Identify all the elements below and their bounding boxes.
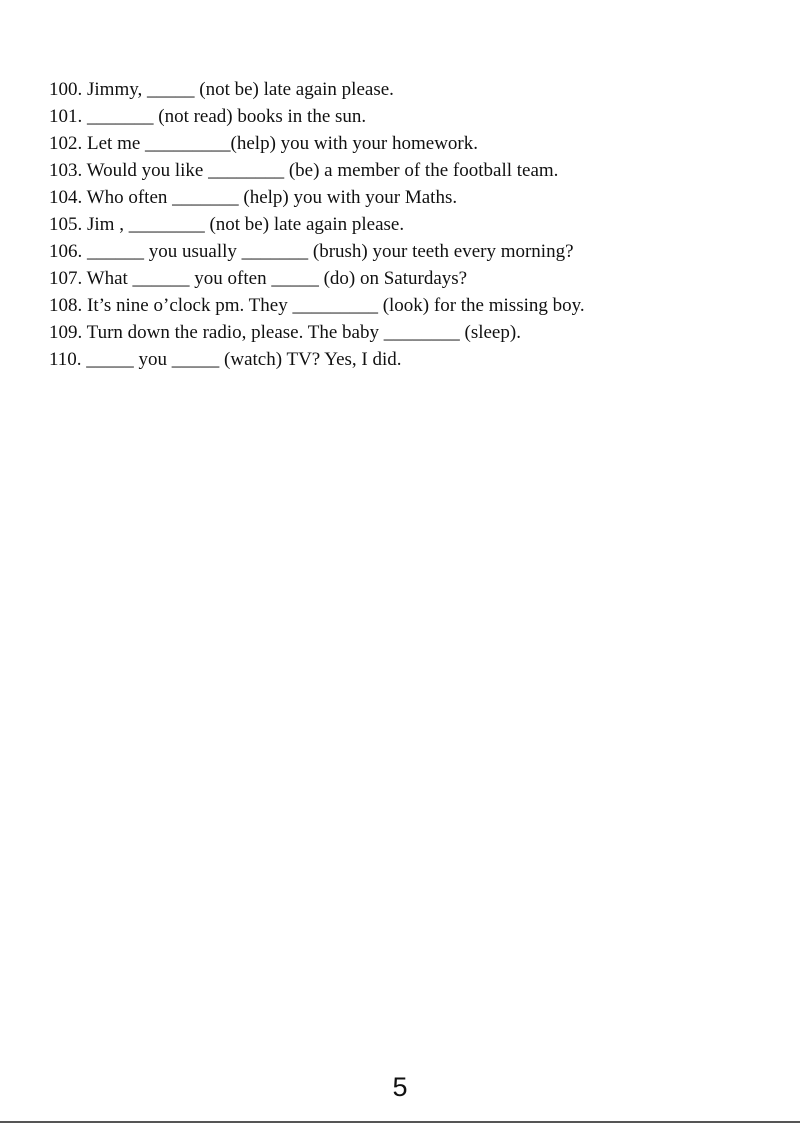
exercise-item-106: 106. ______ you usually _______ (brush) your teeth every morning? <box>49 241 574 262</box>
page-number: 5 <box>392 1072 408 1102</box>
exercise-item-107: 107. What ______ you often _____ (do) on Saturdays? <box>49 268 468 289</box>
exercise-item-100: 100. Jimmy, _____ (not be) late again please. <box>49 79 394 100</box>
exercise-item-101: 101. _______ (not read) books in the sun. <box>49 106 367 127</box>
exercise-item-110: 110. _____ you _____ (watch) TV? Yes, I did. <box>49 349 402 370</box>
exercise-item-102: 102. Let me _________(help) you with your homework. <box>49 133 479 154</box>
exercise-item-104: 104. Who often _______ (help) you with your Maths. <box>49 187 458 208</box>
exercise-item-103: 103. Would you like ________ (be) a member of the football team. <box>49 160 559 181</box>
exercise-list <box>49 76 585 373</box>
exercise-item-108: 108. It’s nine o’clock pm. They _________ (look) for the missing boy. <box>49 295 585 316</box>
bottom-divider <box>0 1121 800 1123</box>
exercise-item-109: 109. Turn down the radio, please. The baby ________ (sleep). <box>49 322 521 343</box>
exercise-item-105: 105. Jim , ________ (not be) late again please. <box>49 214 405 235</box>
